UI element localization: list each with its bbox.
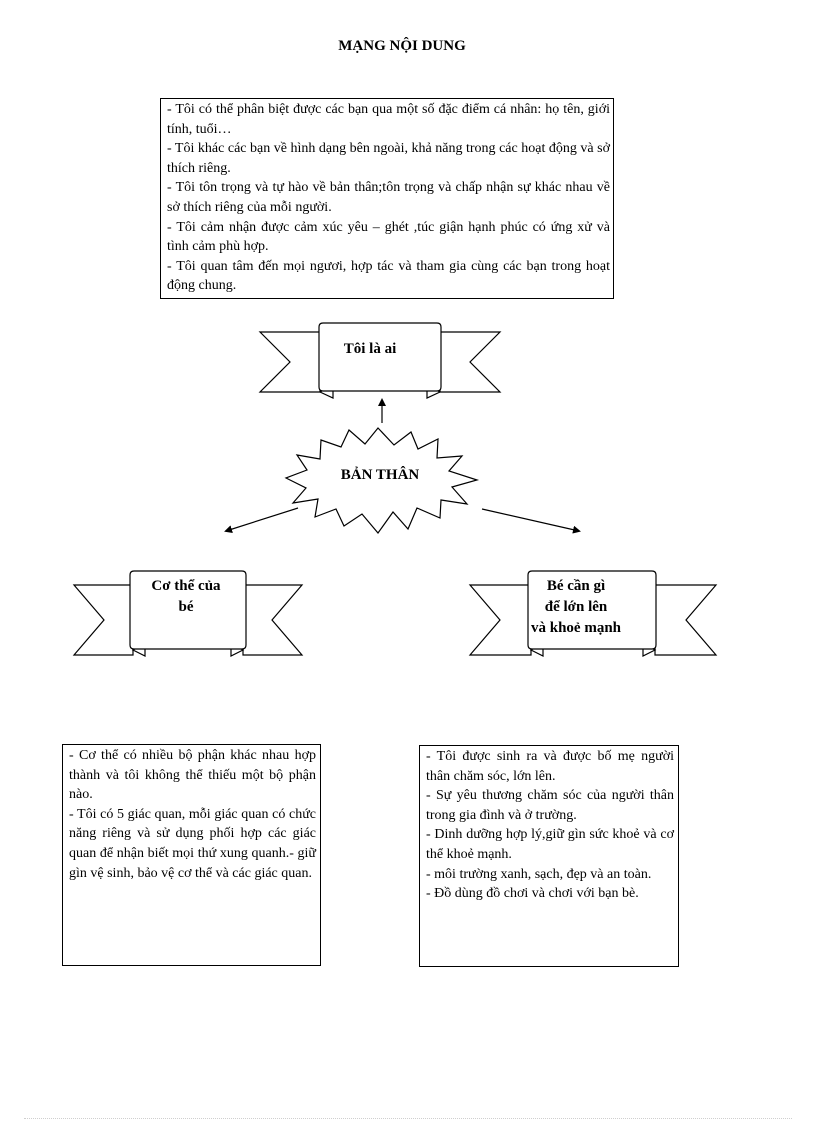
- content-box-be-can-gi: [419, 745, 679, 967]
- box-line: - Tôi quan tâm đến mọi ngươi, hợp tác và tham gia cùng các bạn trong hoạt động chung.: [167, 258, 610, 294]
- box-line: - môi trường xanh, sạch, đẹp và an toàn.: [426, 866, 652, 882]
- box-line: - Tôi có thể phân biệt được các bạn qua một số đặc điểm cá nhân: họ tên, giới tính, tuổi…: [167, 102, 610, 137]
- content-box-co-the-cua-be: [62, 744, 321, 966]
- arrow-left: [226, 508, 298, 531]
- box-line: - Sự yêu thương chăm sóc của người thân trong gia đình và ở trường.: [426, 788, 674, 823]
- box-line: - Dinh dưỡng hợp lý,giữ gìn sức khoẻ và cơ thể khoẻ mạnh.: [426, 827, 674, 862]
- page-title: MẠNG NỘI DUNG: [338, 38, 466, 54]
- page-bottom-divider: [24, 1118, 792, 1119]
- box-line: - Tôi cảm nhận được cảm xúc yêu – ghét ,túc giận hạnh phúc có ứng xử và tình cảm phù hợp.: [167, 219, 610, 255]
- banner-top: [260, 323, 500, 398]
- center-label: BẢN THÂN: [340, 467, 420, 483]
- banner-left-ribbon: [243, 585, 302, 655]
- arrow-right: [482, 509, 579, 531]
- banner-top-ribbon: [260, 332, 320, 392]
- box-line: - Đồ dùng đồ chơi và chơi với bạn bè.: [426, 886, 639, 902]
- box-line: - Cơ thể có nhiều bộ phận khác nhau hợp thành và tôi không thể thiếu một bộ phận nào.: [69, 748, 316, 803]
- box-line: - Tôi khác các bạn về hình dạng bên ngoài, khả năng trong các hoạt động và sở thích riêng.: [167, 141, 610, 176]
- banner-right-label: Bé cần gì để lớn lên và khoẻ mạnh: [530, 578, 622, 636]
- banner-left-label: Cơ thể của bé: [151, 578, 221, 615]
- box-line: - Tôi được sinh ra và được bố mẹ người thân chăm sóc, lớn lên.: [426, 749, 674, 784]
- banner-top-ribbon: [440, 332, 500, 392]
- banner-left-ribbon: [74, 585, 133, 655]
- banner-top-label: Tôi là ai: [343, 341, 397, 357]
- box-line: - Tôi tôn trọng và tự hào về bản thân;tôn trọng và chấp nhận sự khác nhau về sở thích riêng của mỗi người.: [167, 180, 610, 215]
- banner-right-ribbon: [655, 585, 716, 655]
- box-line: - Tôi có 5 giác quan, mỗi giác quan có chức năng riêng và sử dụng phối hợp các giác quan để nhận biết mọi thứ xung quanh.- giữ gìn vệ sinh, bảo vệ cơ thể và các giác quan.: [69, 806, 316, 881]
- banner-right-ribbon: [470, 585, 531, 655]
